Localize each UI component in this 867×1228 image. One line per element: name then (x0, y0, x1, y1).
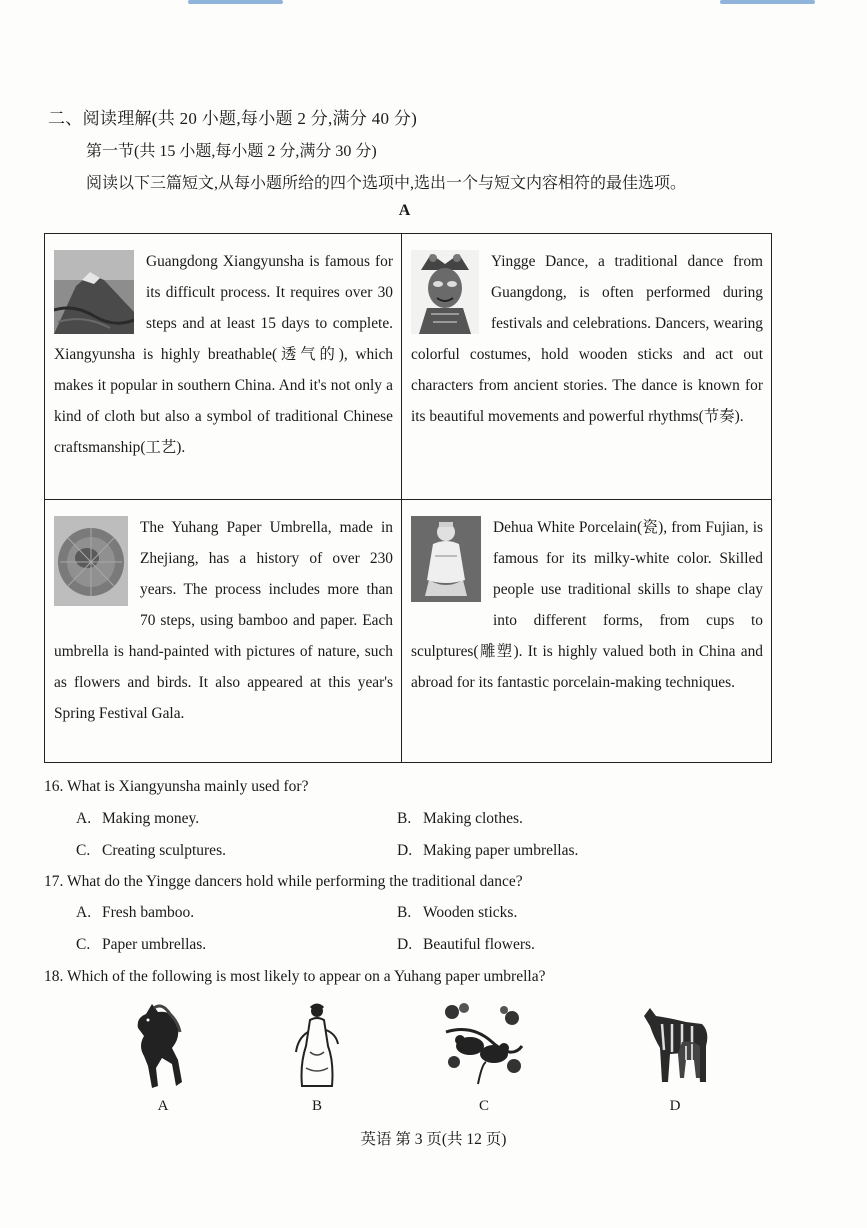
woman-figure-icon[interactable] (292, 1002, 342, 1095)
porcelain-figure-icon (411, 516, 481, 602)
instruction-text: 阅读以下三篇短文,从每小题所给的四个选项中,选出一个与短文内容相符的最佳选项。 (86, 175, 687, 192)
question-16-option-a[interactable]: A. Making money. (76, 810, 200, 827)
question-17-option-c[interactable]: C. Paper umbrellas. (76, 936, 207, 953)
passage-text-yuhang: The Yuhang Paper Umbrella, made in Zhejiang, has a history of over 230 years. The process includes more than 70 steps, using bamboo and paper. Each umbrella is hand-painted with pictures of nature, such as flowers and birds. It also appeared at this year's Spring Festival Gala. (54, 519, 393, 722)
question-17-stem: 17. What do the Yingge dancers hold while performing the traditional dance? (44, 873, 523, 890)
figure-label-a: A (157, 1098, 169, 1114)
question-17-option-a[interactable]: A. Fresh bamboo. (76, 904, 195, 921)
passage-cell-yuhang (45, 500, 402, 762)
page-footer: 英语 第 3 页(共 12 页) (360, 1131, 507, 1148)
section-title: 二、阅读理解(共 20 小题,每小题 2 分,满分 40 分) (48, 109, 418, 128)
figure-label-c: C (478, 1098, 489, 1114)
passage-table (44, 233, 772, 763)
question-16-stem: 16. What is Xiangyunsha mainly used for? (44, 778, 309, 795)
question-18-stem: 18. Which of the following is most likely to appear on a Yuhang paper umbrella? (44, 968, 546, 985)
figure-label-d: D (669, 1098, 681, 1114)
question-17-option-d[interactable]: D. Beautiful flowers. (397, 936, 535, 953)
passage-cell-dehua (402, 500, 771, 762)
question-16-option-c[interactable]: C. Creating sculptures. (76, 842, 226, 859)
scan-mark-right (720, 0, 815, 4)
passage-text-yingge: Yingge Dance, a traditional dance from Guangdong, is often performed during festivals and celebrations. Dancers, wearing colorful costumes, hold wooden sticks and act out characters from ancient stories. The dance is known for its beautiful movements and powerful rhythms(节奏). (411, 253, 763, 425)
passage-cell-xiangyunsha (45, 234, 402, 500)
passage-text-dehua: Dehua White Porcelain(瓷), from Fujian, is famous for its milky-white color. Skilled people use traditional skills to shape clay into different forms, from cups to sculptures(雕塑). It is highly valued both in China and abroad for its fantastic porcelain-making techniques. (411, 519, 763, 691)
paper-umbrella-icon (54, 516, 128, 606)
question-16-option-d[interactable]: D. Making paper umbrellas. (397, 842, 579, 859)
birds-and-flowers-icon[interactable] (442, 1002, 524, 1091)
opera-mask-dancer-icon (411, 250, 479, 334)
volcano-landscape-icon (54, 250, 134, 334)
question-16-option-b[interactable]: B. Making clothes. (397, 810, 523, 827)
question-17-option-b[interactable]: B. Wooden sticks. (397, 904, 518, 921)
passage-letter: A (398, 202, 411, 219)
scan-mark-left (188, 0, 283, 4)
passage-text-xiangyunsha: Guangdong Xiangyunsha is famous for its difficult process. It requires over 30 steps and at least 15 days to complete. Xiangyunsha is highly breathable(透气的), which makes it popular in southern China. And it's not only a kind of cloth but also a symbol of traditional Chinese craftsmanship(工艺). (54, 253, 393, 456)
figure-label-b: B (311, 1098, 322, 1114)
horse-icon[interactable] (132, 1002, 188, 1095)
zebras-icon[interactable] (640, 1002, 714, 1093)
passage-cell-yingge (402, 234, 771, 500)
part-title: 第一节(共 15 小题,每小题 2 分,满分 30 分) (86, 143, 377, 160)
